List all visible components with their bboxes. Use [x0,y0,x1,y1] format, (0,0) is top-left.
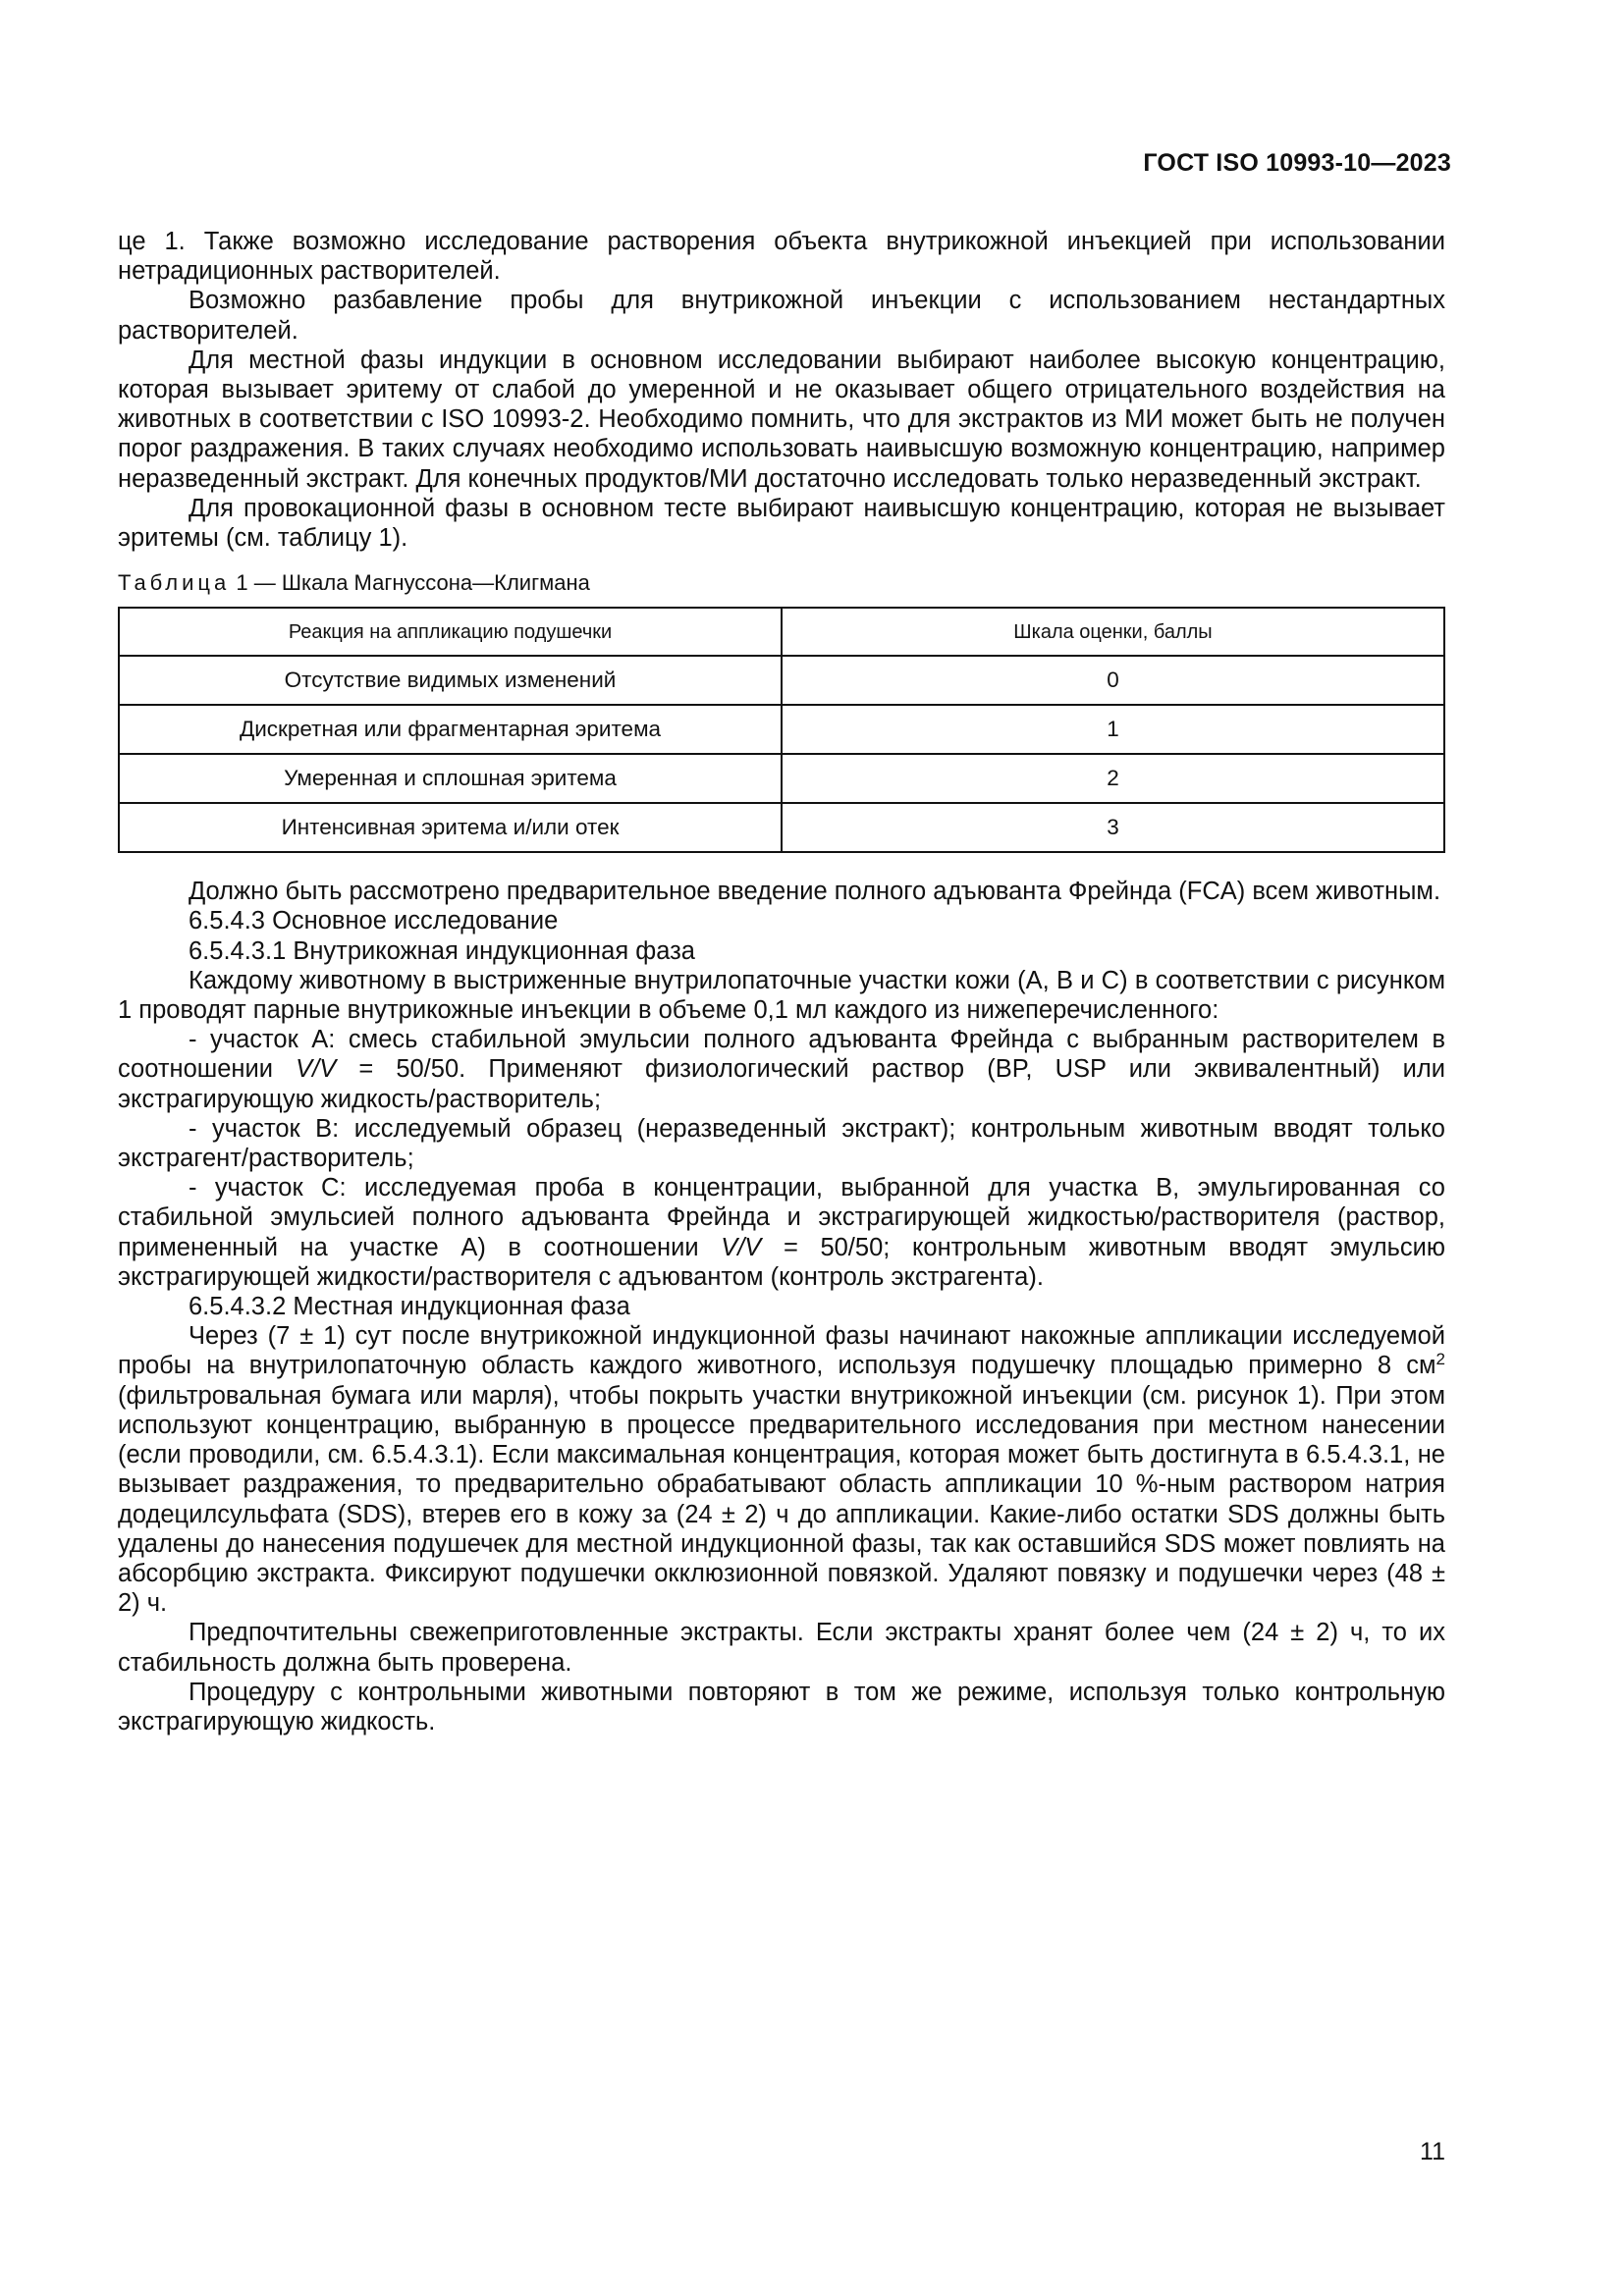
table-caption [118,569,1445,597]
table-header-score: Шкала оценки, баллы [782,608,1444,656]
paragraph-intradermal-intro: Каждому животному в выстриженные внутрилопаточные участки кожи (A, B и C) в соответствии с рисунком 1 проводят парные внутрикожные инъекции в объеме 0,1 мл каждого из нижеперечисленного: [118,966,1445,1025]
magnusson-kligman-table [118,607,1445,853]
local-phase-text-1: Через (7 ± 1) сут после внутрикожной индукционной фазы начинают накожные аппликации исследуемой пробы на внутрилопаточную область каждого животного, используя подушечку площадью примерно 8 см [118,1322,1445,1380]
heading-intradermal-phase: 6.5.4.3.1 Внутрикожная индукционная фаза [189,936,695,965]
heading-local-phase: 6.5.4.3.2 Местная индукционная фаза [189,1293,630,1321]
local-phase-superscript: 2 [1435,1350,1445,1369]
table-cell-score: 3 [782,803,1444,852]
table-caption-title: 1 — Шкала Магнуссона—Клигмана [236,570,590,596]
paragraph-fresh-extracts: Предпочтительны свежеприготовленные экстракты. Если экстракты хранят более чем (24 ± 2) ч, то их стабильность должна быть проверена. [118,1619,1445,1677]
table-row [119,656,1444,705]
paragraph-local-phase-concentration: Для местной фазы индукции в основном исследовании выбирают наиболее высокую концентрацию, которая вызывает эритему от слабой до умеренной и не оказывает общего отрицательного воздействия на животных в соответствии с ISO 10993-2. Необходимо помнить, что для экстрактов из МИ может быть не получен порог раздражения. В таких случаях необходимо использовать наивысшую возможную концентрацию, например неразведенный экстракт. Для конечных продуктов/МИ достаточно исследовать только неразведенный экстракт. [118,346,1445,493]
site-a-ratio-symbol: V/V [296,1055,337,1084]
local-phase-text-2: (фильтровальная бумага или марля), чтобы покрыть участки внутрикожной инъекции (см. рисунок 1). При этом используют концентрацию, выбранную в процессе предварительного исследования при местном нанесении (если проводили, см. 6.5.4.3.1). Если максимальная концентрация, которая может быть достигнута в 6.5.4.3.1, не вызывает раздражения, то предварительно обрабатывают область аппликации 10 %-ным раствором натрия додецилсульфата (SDS), втерев его в кожу за (24 ± 2) ч до аппликации. Какие-либо остатки SDS должны быть удалены до нанесения подушечек для местной индукционной фазы, так как оставшийся SDS может повлиять на абсорбцию экстракта. Фиксируют подушечки окклюзионной повязкой. Удаляют повязку и подушечки через (48 ± 2) ч. [118,1381,1445,1618]
list-item-site-b: - участок B: исследуемый образец (неразведенный экстракт); контрольным животным вводят только экстрагент/растворитель; [118,1114,1445,1173]
table-row [119,705,1444,754]
table-cell-score: 1 [782,705,1444,754]
page-number: 11 [1420,2138,1445,2165]
site-c-text-2: = 50/50; контрольным животным вводят эмульсию экстрагирующей жидкости/растворителя с адъювантом (контроль экстрагента). [118,1233,1445,1291]
table-cell-reaction: Интенсивная эритема и/или отек [119,803,782,852]
table-header-row [119,608,1444,656]
site-a-text-2: = 50/50. Применяют физиологический раствор (BP, USP или эквивалентный) или экстрагирующую жидкость/растворитель; [118,1055,1446,1113]
paragraph-control-procedure: Процедуру с контрольными животными повторяют в том же режиме, используя только контрольную экстрагирующую жидкость. [118,1678,1445,1735]
paragraph-local-phase [118,1321,1445,1618]
table-cell-reaction: Дискретная или фрагментарная эритема [119,705,782,754]
table-cell-score: 0 [782,656,1444,705]
heading-main-study: 6.5.4.3 Основное исследование [189,907,559,935]
list-item-site-a [118,1025,1445,1114]
table-cell-reaction: Умеренная и сплошная эритема [119,754,782,803]
table-header-reaction: Реакция на аппликацию подушечки [119,608,782,656]
paragraph-continuation: це 1. Также возможно исследование растворения объекта внутрикожной инъекцией при использовании нетрадиционных растворителей. [118,228,1445,286]
table-row [119,754,1444,803]
table-cell-score: 2 [782,754,1444,803]
site-a-text-1: - участок A: смесь стабильной эмульсии полного адъюванта Фрейнда с выбранным растворителем в соотношении [118,1026,1445,1084]
table-row [119,803,1444,852]
list-item-site-c [118,1173,1445,1292]
table-cell-reaction: Отсутствие видимых изменений [119,656,782,705]
paragraph-fca: Должно быть рассмотрено предварительное введение полного адъюванта Фрейнда (FCA) всем животным. [189,878,1441,906]
site-c-text-1: - участок C: исследуемая проба в концентрации, выбранной для участка B, эмульгированная со стабильной эмульсией полного адъюванта Фрейнда и экстрагирующей жидкостью/растворителя (раствор, примененный на участке A) в соотношении [118,1174,1445,1261]
document-header: ГОСТ ISO 10993-10—2023 [1143,149,1451,177]
table-caption-label: Таблица [118,570,231,596]
paragraph-dilution: Возможно разбавление пробы для внутрикожной инъекции с использованием нестандартных растворителей. [118,287,1445,345]
page-body [118,227,1445,1736]
paragraph-challenge-phase: Для провокационной фазы в основном тесте выбирают наивысшую концентрацию, которая не вызывает эритемы (см. таблицу 1). [118,494,1445,553]
site-c-ratio-symbol: V/V [721,1233,762,1261]
